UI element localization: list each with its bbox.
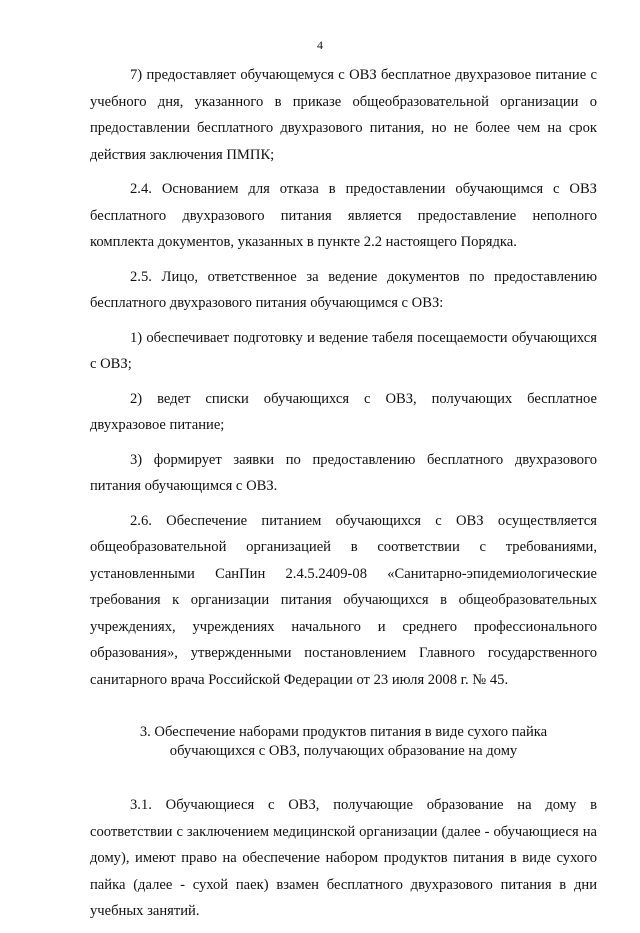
- section-3-heading-line-2: обучающихся с ОВЗ, получающих образование на дому: [169, 742, 518, 759]
- paragraph-item-7: 7) предоставляет обучающемуся с ОВЗ бесплатное двухразовое питание с учебного дня, указанного в приказе общеобразовательной организации о предоставлении бесплатного двухразового питания, но не более чем на срок действия заключения ПМПК;: [90, 67, 597, 163]
- paragraph-2-6: 2.6. Обеспечение питанием обучающихся с ОВЗ осуществляется общеобразовательной организацией в соответствии с требованиями, установленными СанПин 2.4.5.2409-08 «Санитарно-эпидемиологические требования к организации питания обучающихся в общеобразовательных учреждениях, учреждениях начального и среднего профессионального образования», утвержденными постановлением Главного государственного санитарного врача Российской Федерации от 23 июля 2008 г. № 45.: [90, 512, 597, 688]
- paragraph-2-4: 2.4. Основанием для отказа в предоставлении обучающимся с ОВЗ бесплатного двухразового питания является предоставление неполного комплекта документов, указанных в пункте 2.2 настоящего Порядка.: [90, 181, 597, 250]
- paragraph-2-5-item-1: 1) обеспечивает подготовку и ведение табеля посещаемости обучающихся с ОВЗ;: [90, 329, 597, 372]
- section-3-heading: [90, 723, 597, 760]
- document-body: [90, 62, 597, 933]
- page-number: 4: [317, 38, 323, 52]
- paragraph-2-5-item-2: 2) ведет списки обучающихся с ОВЗ, получающих бесплатное двухразовое питание;: [90, 390, 597, 433]
- paragraph-3-1: 3.1. Обучающиеся с ОВЗ, получающие образование на дому в соответствии с заключением медицинской организации (далее - обучающиеся на дому), имеют право на обеспечение набором продуктов питания в виде сухого пайка (далее - сухой паек) взамен бесплатного двухразового питания в дни учебных занятий.: [90, 797, 597, 919]
- section-3-heading-line-1: 3. Обеспечение наборами продуктов питания в виде сухого пайка: [139, 724, 548, 740]
- paragraph-2-5: 2.5. Лицо, ответственное за ведение документов по предоставлению бесплатного двухразового питания обучающимся с ОВЗ:: [90, 268, 597, 311]
- paragraph-2-5-item-3: 3) формирует заявки по предоставлению бесплатного двухразового питания обучающимся с ОВЗ.: [90, 451, 597, 494]
